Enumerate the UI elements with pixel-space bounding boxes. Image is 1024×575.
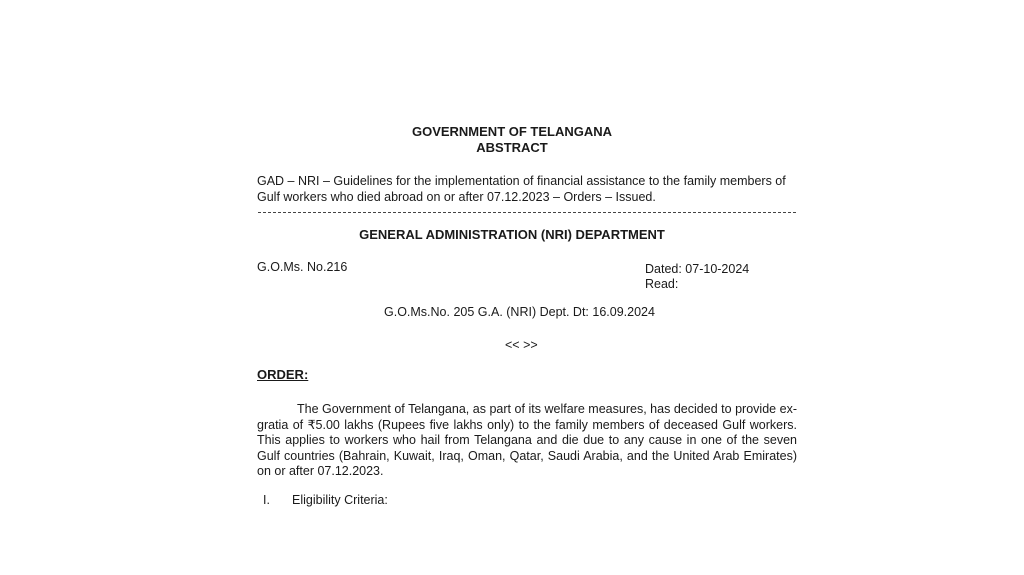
government-title: GOVERNMENT OF TELANGANA	[411, 124, 613, 139]
order-paragraph	[257, 402, 797, 480]
section-separator: << >>	[505, 338, 538, 352]
department-title: GENERAL ADMINISTRATION (NRI) DEPARTMENT	[359, 227, 665, 242]
subject-line-2: Gulf workers who died abroad on or after 07.12.2023 – Orders – Issued.	[257, 190, 656, 204]
reference-go: G.O.Ms.No. 205 G.A. (NRI) Dept. Dt: 16.09.2024	[384, 305, 655, 319]
section-numeral: I.	[263, 493, 270, 507]
go-number: G.O.Ms. No.216	[257, 260, 348, 274]
read-label: Read:	[645, 277, 679, 291]
order-heading: ORDER:	[257, 367, 309, 382]
dated: Dated: 07-10-2024	[645, 262, 750, 276]
order-paragraph-text: The Government of Telangana, as part of its welfare measures, has decided to provide ex-gratia of ₹5.00 lakhs (Rupees five lakhs only) to the family members of deceased Gulf workers. This applies to workers who hail from Telangana and die due to any cause in one of the seven Gulf countries (Bahrain, Kuwait, Iraq, Oman, Qatar, Saudi Arabia, and the United Arab Emirates) on or after 07.12.2023.	[257, 402, 797, 478]
dashed-divider	[258, 212, 796, 213]
abstract-heading: ABSTRACT	[476, 140, 548, 155]
subject-line-1: GAD – NRI – Guidelines for the implementation of financial assistance to the family members of	[257, 174, 786, 188]
section-title-eligibility: Eligibility Criteria:	[292, 493, 388, 507]
